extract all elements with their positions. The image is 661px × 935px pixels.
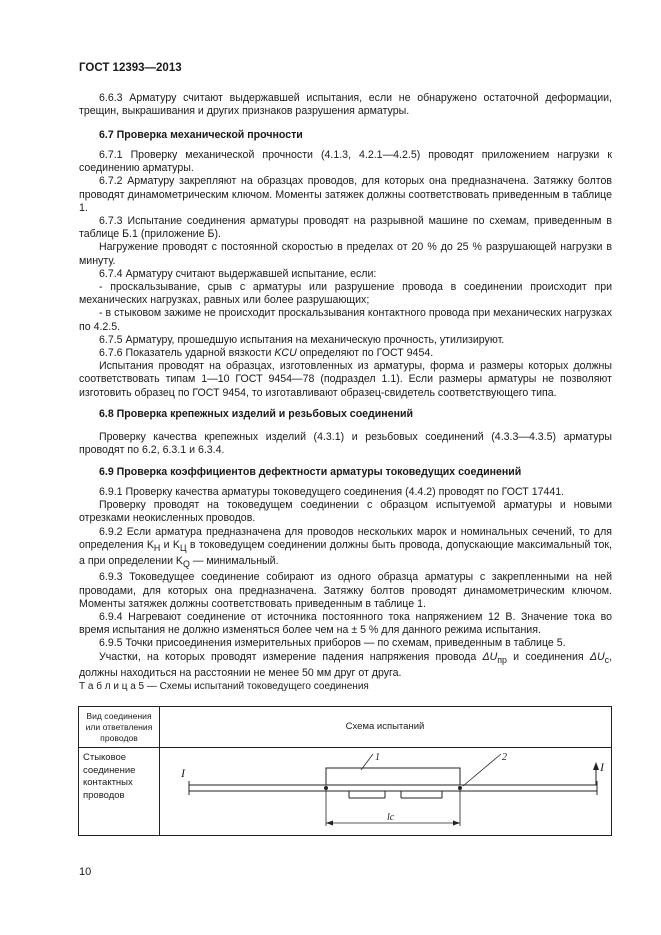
paragraph-6-7-4: 6.7.4 Арматуру считают выдержавшей испытание, если: [99,267,377,280]
paragraph-6-9-5: 6.9.5 Точки присоединения измерительных приборов — по схемам, приведенным в таблице 5. [99,637,566,650]
dimension-arrow-left [326,821,333,826]
paragraph-6-7-2: 6.7.2 Арматуру закрепляют на образцах проводов, для которых она предназначена. Затяжку болтов проводят динамометрическим ключом. Моменты затяжек должны соответствовать приведенным в таблице 1. [79,175,612,214]
dimension-arrow-right [453,821,460,826]
dimension-label-lc: lc [387,812,395,823]
label-2: 2 [502,752,507,763]
paragraph-6-9-4: 6.9.4 Нагревают соединение от источника постоянного тока напряжением 12 В. Значение тока во время испытания не должно изменяться более чем на ± 5 % для данного режима испытания. [79,611,612,637]
measurement-point-2 [458,786,462,790]
paragraph-6-7-4-b: - в стыковом зажиме не происходит проскальзывания контактного провода при механических нагрузках по 4.2.5. [79,307,612,333]
table-caption: Т а б л и ц а 5 — Схемы испытаний токоведущего соединения [79,681,369,692]
paragraph-6-8: Проверку качества крепежных изделий (4.3.1) и резьбовых соединений (4.3.3—4.3.5) арматуры проводят по 6.2, 6.3.1 и 6.3.4. [79,431,612,457]
section-6-9-body [79,486,612,680]
current-right-label: I [600,760,604,774]
paragraph-6-7-1: 6.7.1 Проверку механической прочности (4.1.3, 4.2.1—4.2.5) проводят приложением нагрузки к соединению арматуры. [79,149,612,175]
section-6-7 [79,129,612,142]
paragraph-6-7-4-a: - проскальзывание, срыв с арматуры или разрушение провода в соединении происходит при механических нагрузках, равных или более разрушающих; [79,281,612,307]
current-right-arrowhead [593,762,599,770]
paragraph-6-7-5: 6.7.5 Арматуру, прошедшую испытания на механическую прочность, утилизируют. [99,333,505,346]
paragraph-6-7-6-samples: Испытания проводят на образцах, изготовленных из арматуры, форма и размеры которых должны соответствовать типам 1—10 ГОСТ 9454—78 (подраздел 1.1). Если размеры арматуры не позволяют изготовить образец по ГОСТ 9454, то изготавливают образец-свидетель соответствующего типа. [79,360,612,399]
page-number: 10 [79,866,92,878]
paragraph-6-9-1-b: Проверку проводят на токоведущем соединении с образцом испытуемой арматуры и новыми отрезками неокисленных проводов. [79,499,612,525]
kcu-symbol: KCU [274,347,297,360]
section-6-9 [79,466,612,479]
paragraph-6-6-3: 6.6.3 Арматуру считают выдержавшей испытания, если не обнаружено остаточной деформации, трещин, выкрашивания и других признаков разрушения арматуры. [79,92,612,118]
paragraph-6-7-3-load: Нагружение проводят с постоянной скоростью в пределах от 20 % до 25 % разрушающей нагрузки в минуту. [79,241,612,267]
document-header: ГОСТ 12393—2013 [79,62,182,74]
table-header-test-scheme: Схема испытаний [345,721,425,732]
heading-6-8: 6.8 Проверка крепежных изделий и резьбовых соединений [99,408,414,420]
table-header-connection-type: Вид соединения или ответвления проводов [85,711,153,743]
test-scheme-diagram [159,748,611,836]
paragraph-6-9-5-b: Участки, на которых проводят измерение падения напряжения провода $\Delta U_{пр}$ и соединения $\Delta U_с$, должны находиться на расстоянии не менее 50 мм друг от друга. [79,650,613,679]
label-1: 1 [375,752,380,763]
section-663 [79,92,612,118]
current-left-label: I [181,766,185,780]
table-cell-connection-type: Стыковое соединение контактных проводов [83,752,136,801]
measurement-point-1 [324,786,328,790]
heading-6-7: 6.7 Проверка механической прочности [99,129,303,141]
section-6-8 [79,408,612,421]
paragraph-6-9-3: 6.9.3 Токоведущее соединение собирают из одного образца арматуры с закрепленными на ней проводами, для которых она предназначена. Затяжку болтов проводят динамометрическим ключом. Моменты затяжек должны соответствовать приведенным в таблице 1. [79,571,612,610]
leader-line-2 [463,754,501,786]
clamp-body [326,768,460,785]
paragraph-6-9-2: 6.9.2 Если арматура предназначена для проводов нескольких марок и номинальных сечений, то для определения $K_Н$ и $K_Ц$ в токоведущем соединении должны быть провода, допускающие максимальный ток, а при определении $K_Q$ — минимальный. [79,525,612,570]
paragraph-6-7-6: 6.7.6 Показатель ударной вязкости KCU определяют по ГОСТ 9454. [99,347,434,360]
section-6-7-body [79,149,612,400]
heading-6-9: 6.9 Проверка коэффициентов дефектности арматуры токоведущих соединений [99,466,522,478]
section-6-8-body [79,431,612,457]
paragraph-6-9-1: 6.9.1 Проверку качества арматуры токоведущего соединения (4.4.2) проводят по ГОСТ 17441. [99,486,565,498]
table-5 [78,706,612,836]
paragraph-6-7-3: 6.7.3 Испытание соединения арматуры проводят на разрывной машине по схемам, приведенным в таблице Б.1 (приложение Б). [79,215,612,241]
